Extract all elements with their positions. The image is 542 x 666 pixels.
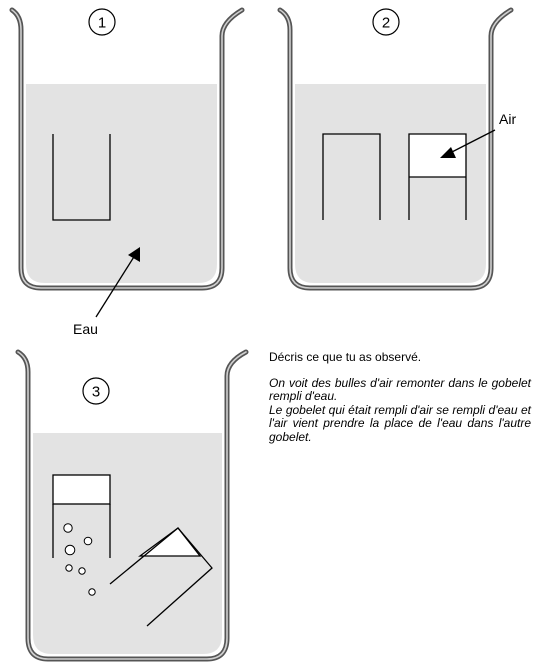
beaker-1 <box>12 9 242 288</box>
cup-3a-air-pocket <box>53 475 110 504</box>
bubble <box>84 537 92 545</box>
step-1-number: 1 <box>97 14 107 32</box>
beaker-1-water <box>26 84 217 283</box>
beaker-2 <box>280 9 511 288</box>
bubble <box>89 589 95 595</box>
beaker-3-water <box>33 433 222 654</box>
air-label: Air <box>499 111 517 127</box>
beaker-3 <box>18 352 246 659</box>
cup-2b-air-pocket <box>409 134 466 177</box>
observation-text <box>269 351 531 444</box>
answer-line-2: Le gobelet qui était rempli d'air se rempli d'eau et l'air vient prendre la place de l'eau dans l'autre gobelet. <box>269 402 531 444</box>
question: Décris ce que tu as observé. <box>269 350 422 364</box>
step-2-number: 2 <box>381 14 391 32</box>
step-3-number: 3 <box>91 383 101 401</box>
bubble <box>66 565 72 571</box>
water-label: Eau <box>73 321 98 337</box>
bubble <box>79 568 85 574</box>
bubble <box>65 545 75 555</box>
answer-line-1: On voit des bulles d'air remonter dans le gobelet rempli d'eau. <box>269 375 531 403</box>
bubble <box>64 524 72 532</box>
